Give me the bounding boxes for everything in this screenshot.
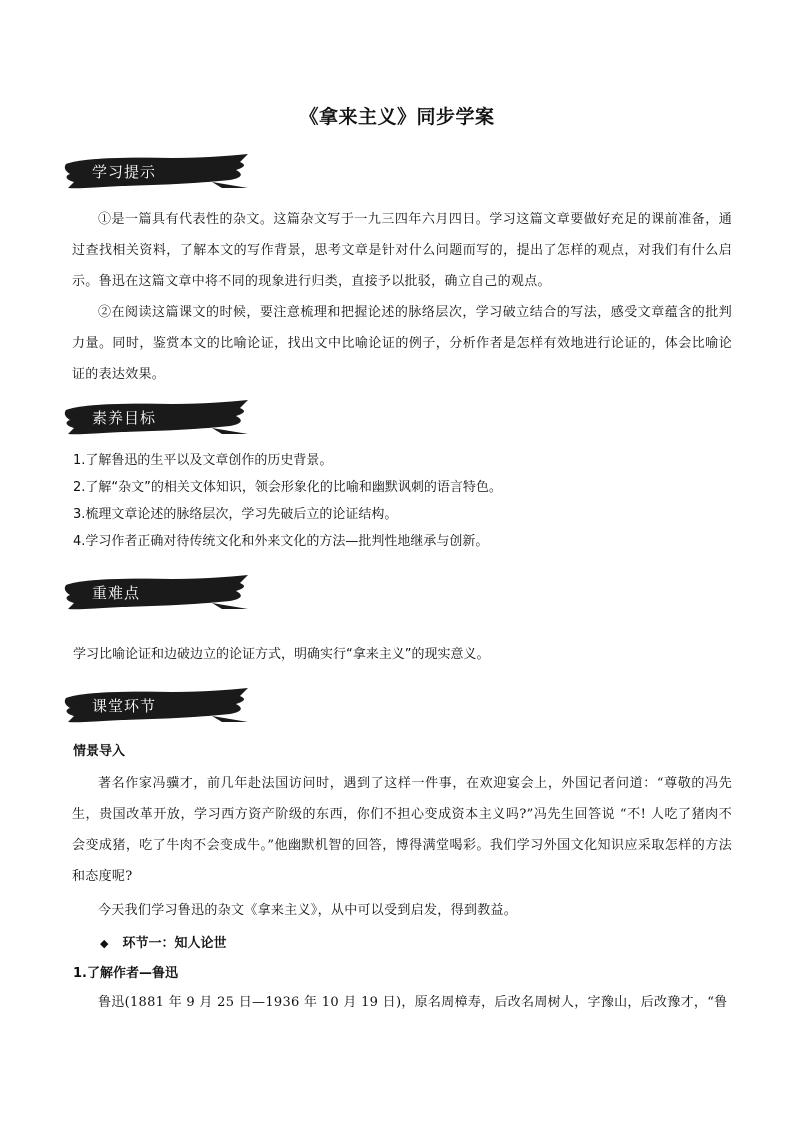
- section-banner-tips: [62, 152, 252, 192]
- goals-list: [73, 447, 733, 555]
- section-label: 重难点: [92, 584, 141, 602]
- ink-brush-icon: [62, 573, 252, 613]
- section-label: 课堂环节: [92, 697, 157, 715]
- section-banner-key: [62, 573, 252, 613]
- diamond-bullet-icon: ◆: [100, 937, 109, 950]
- key-point-line: 学习比喻论证和边破边立的论证方式，明确实行“拿来主义”的现实意义。: [73, 647, 490, 662]
- goal-item: 4.学习作者正确对待传统文化和外来文化的方法—批判性地继承与创新。: [73, 534, 489, 549]
- section-label: 素养目标: [92, 409, 157, 427]
- goal-item: 1.了解鲁迅的生平以及文章创作的历史背景。: [73, 453, 333, 468]
- intro-paragraph: 著名作家冯骥才，前几年赴法国访问时，遇到了这样一件事，在欢迎宴会上，外国记者问道：“尊敬的冯先生，贵国改革开放，学习西方资产阶级的东西，你们不担心变成资本主义吗?”冯先生回答说 “不! 人吃了猪肉不会变成猪，吃了牛肉不会变成牛。”他幽默机智的回答，博得满堂喝彩。我们学习外国文化知识应采取怎样的方法和态度呢?: [72, 776, 732, 884]
- step-heading: [100, 932, 226, 951]
- ink-brush-icon: [62, 398, 252, 438]
- tips-paragraph-2: ②在阅读这篇课文的时候，要注意梳理和把握论述的脉络层次，学习破立结合的写法，感受文章蕴含的批判力量。同时，鉴赏本文的比喻论证，找出文中比喻论证的例子，分析作者是怎样有效地进行论证的，体会比喻论证的表达效果。: [72, 305, 732, 382]
- ink-brush-icon: [62, 686, 252, 726]
- ink-brush-icon: [62, 152, 252, 192]
- tips-paragraph-1: ①是一篇具有代表性的杂文。这篇杂文写于一九三四年六月四日。学习这篇文章要做好充足的课前准备，通过查找相关资料，了解本文的写作背景，思考文章是针对什么问题而写的，提出了怎样的观点，对我们有什么启示。鲁迅在这篇文章中将不同的现象进行归类，直接予以批驳，确立自己的观点。: [72, 212, 732, 289]
- key-points-text: [73, 641, 733, 668]
- intro-heading: 情景导入: [73, 744, 126, 759]
- goal-item: 3.梳理文章论述的脉络层次，学习先破后立的论证结构。: [73, 507, 398, 522]
- goal-item: 2.了解“杂文”的相关文体知识，领会形象化的比喻和幽默讽刺的语言特色。: [73, 480, 502, 495]
- author-paragraph: 鲁迅(1881 年 9 月 25 日—1936 年 10 月 19 日)，原名周樟寿，后改名周树人，字豫山，后改豫才，“鲁: [98, 995, 728, 1010]
- intro-paragraph-2: 今天我们学习鲁迅的杂文《拿来主义》，从中可以受到启发，得到教益。: [98, 903, 518, 918]
- document-title: 《拿来主义》同步学案: [299, 106, 495, 128]
- section-label: 学习提示: [92, 163, 157, 181]
- step-subheading: 1.了解作者—鲁迅: [73, 966, 178, 981]
- section-banner-goals: [62, 398, 252, 438]
- section-banner-class: [62, 686, 252, 726]
- step-label: 环节一：知人论世: [122, 936, 227, 951]
